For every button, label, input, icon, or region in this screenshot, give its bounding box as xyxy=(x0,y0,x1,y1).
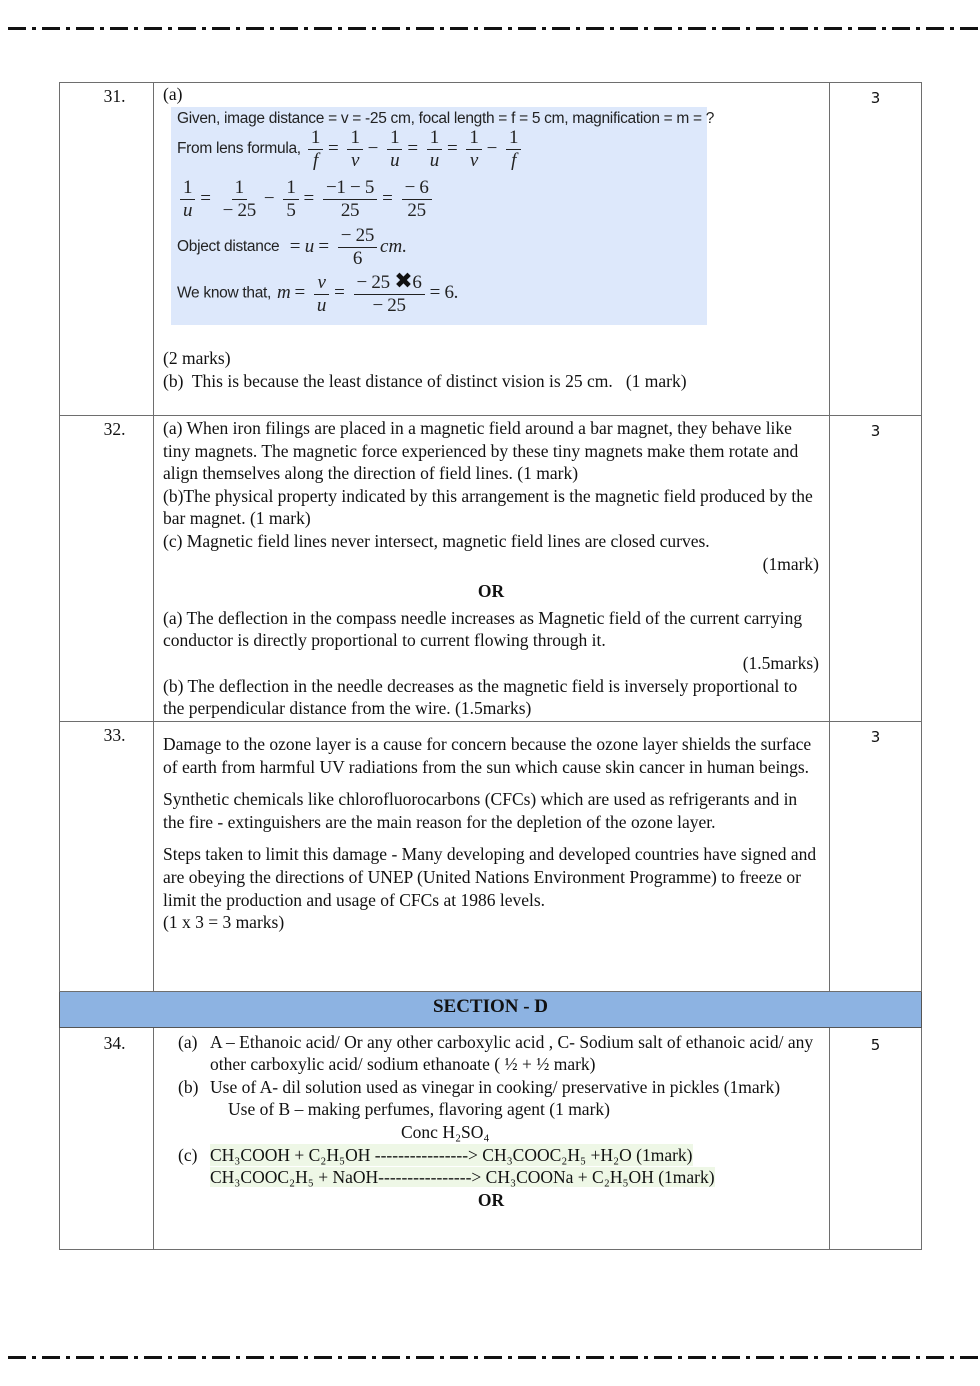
answer-item-b: (b) Use of A- dil solution used as vinegar in cooking/ preservative in pickles (1mark) xyxy=(178,1076,781,1097)
question-number: 33. xyxy=(60,722,154,992)
or-divider: OR xyxy=(477,1189,505,1210)
marks-cell: 5 xyxy=(830,1027,922,1249)
question-number: 34. xyxy=(60,1027,154,1249)
lens-solution-image xyxy=(171,107,715,325)
answer-line-c: (c) Magnetic field lines never intersect, magnetic field lines are closed curves. xyxy=(163,530,710,551)
object-distance-line: Object distance = u = $\frac{- 25}{6}$ cm. xyxy=(177,225,407,269)
object-distance-label: Object distance xyxy=(177,238,280,256)
answer-line-b: (b)The physical property indicated by this arrangement is the magnetic field produced by the bar magnet. (1 mark) xyxy=(163,485,813,529)
marks-cell: 3 xyxy=(830,722,922,992)
answer-c-marks: (1mark) xyxy=(762,553,819,574)
answer-paragraph: Damage to the ozone layer is a cause for concern because the ozone layer shields the surface of earth from harmful UV radiations from the sun which cause skin cancer in human beings. xyxy=(163,734,812,777)
answer-item-c: (c) CH₃COOH + C₂H₅OH ----------------> CH₃COOC₂H₅ +H₂O (1mark) xyxy=(178,1144,693,1165)
marks-cell: 3 xyxy=(830,83,922,416)
answer-cell xyxy=(154,83,830,416)
top-separator xyxy=(8,27,980,30)
lens-formula-label: From lens formula, xyxy=(177,140,301,158)
alt-answer-b: (b) The deflection in the needle decreases as the magnetic field is inversely proportional to the perpendicular distance from the wire. (1.5marks) xyxy=(163,675,798,719)
alt-answer-a: (a) The deflection in the compass needle increases as Magnetic field of the current carrying conductor is directly proportional to current flowing through it. xyxy=(163,607,803,651)
bottom-separator xyxy=(8,1356,980,1359)
alt-answer-a-marks: (1.5marks) xyxy=(742,652,819,673)
magnification-label: We know that, xyxy=(177,284,272,302)
part-label: (a) xyxy=(163,84,183,104)
total-marks: (1 x 3 = 3 marks) xyxy=(163,912,285,933)
table-row-q32 xyxy=(60,416,922,722)
equation-esterification: CH₃COOH + C₂H₅OH ----------------> CH₃COOC₂H₅ +H₂O (1mark) xyxy=(210,1144,693,1165)
section-title: SECTION - D xyxy=(60,992,922,1028)
or-divider: OR xyxy=(477,581,505,602)
multiply-cross-icon: ✖ xyxy=(394,269,413,294)
answer-cell xyxy=(154,416,830,722)
answer-cell xyxy=(154,1027,830,1249)
section-header-row xyxy=(60,992,922,1028)
answer-line-a: (a) When iron filings are placed in a magnetic field around a bar magnet, they behave like tiny magnets. The magnetic force experienced by these tiny magnets make them rotate and align themselves along the direction of field lines. (1 mark) xyxy=(163,418,799,484)
answer-b-text: Use of A- dil solution used as vinegar in cooking/ preservative in pickles (1mark) xyxy=(210,1076,781,1097)
given-line: Given, image distance = v = -25 cm, focal length = f = 5 cm, magnification = m = ? xyxy=(177,110,715,127)
answer-item-a: (a) A – Ethanoic acid/ Or any other carboxylic acid , C- Sodium salt of ethanoic acid/ any other carboxylic acid/ sodium ethanoate ( ½ + ½ mark) xyxy=(178,1031,819,1076)
step-line: $\frac{1}{u}$ = $\frac{1}{- 25}$ − $\frac{1}{5}$ = $\frac{-1 - 5}{25}$ = $\frac{- 6}{25}$ xyxy=(177,177,435,222)
answer-cell xyxy=(154,722,830,992)
marking-scheme-table xyxy=(59,82,922,1250)
magnification-line: We know that, m = $\frac{v}{u}$ = $\frac{- 25 ✖6}{- 25}$ = 6. xyxy=(177,269,459,316)
answer-b-text2: Use of B – making perfumes, flavoring agent (1 mark) xyxy=(228,1099,610,1120)
answer-paragraph: Steps taken to limit this damage - Many developing and developed countries have signed and are obeying the directions of UNEP (United Nations Environment Programme) to freeze or limit the production and usage of CFCs at 1986 levels. xyxy=(163,844,817,910)
catalyst-label: Conc H₂SO₄ xyxy=(401,1121,490,1142)
answer-a-text: A – Ethanoic acid/ Or any other carboxylic acid , C- Sodium salt of ethanoic acid/ any other carboxylic acid/ sodium ethanoate ( ½ + ½ mark) xyxy=(210,1031,814,1075)
lens-formula-line: From lens formula, $\frac{1}{f}$ = $\frac{1}{v}$ − $\frac{1}{u}$ = $\frac{1}{u}$ = $\frac{1}{v}$ − $\frac{1}{f}$ xyxy=(177,127,524,172)
table-row-q31 xyxy=(60,83,922,416)
table-row-q34 xyxy=(60,1027,922,1249)
marks-cell: 3 xyxy=(830,416,922,722)
question-number: 31. xyxy=(60,83,154,416)
equation-saponification: CH₃COOC₂H₅ + NaOH----------------> CH₃COONa + C₂H₅OH (1mark) xyxy=(210,1167,715,1188)
answer-paragraph: Synthetic chemicals like chlorofluorocarbons (CFCs) which are used as refrigerants and in the fire - extinguishers are the main reason for the depletion of the ozone layer. xyxy=(163,789,798,832)
question-number: 32. xyxy=(60,416,154,722)
part-a-marks: (2 marks) xyxy=(163,348,231,368)
table-row-q33 xyxy=(60,722,922,992)
part-b-answer: (b) This is because the least distance of distinct vision is 25 cm. (1 mark) xyxy=(163,370,687,391)
